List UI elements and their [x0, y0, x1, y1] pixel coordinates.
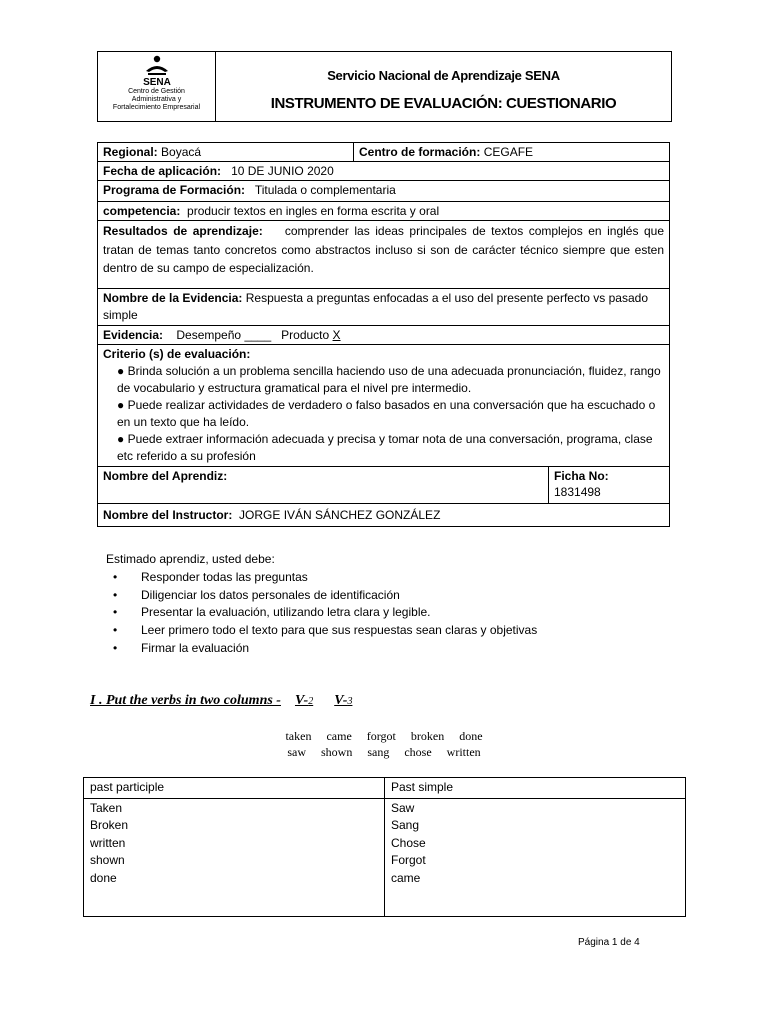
- centro-cell: Centro de formación: CEGAFE: [354, 143, 670, 162]
- table-row: [98, 345, 670, 467]
- page-number: Página 1 de 4: [578, 937, 640, 948]
- col2-header: Past simple: [385, 778, 686, 799]
- list-item: • Firmar la evaluación: [113, 640, 250, 655]
- table-row: [98, 467, 670, 504]
- criterio-cell: Criterio (s) de evaluación: ● Brinda solución a un problema sencilla haciendo uso de una adecuada pronunciación, fluidez, rango de vocabulario y estructura gramatical para el nivel pre intermedio. ● Puede realizar actividades de verdadero o falso basados en una conversación que ha escuchado o en un texto que ha leído. ● Puede extraer información adecuada y precisa y tomar nota de una conversación, programa, clase etc referido a su profesión: [98, 345, 670, 467]
- verbs-table: [83, 777, 686, 917]
- word: saw: [287, 745, 306, 759]
- word-bank-line-1: [0, 729, 768, 744]
- table-row: [98, 504, 670, 527]
- ficha-cell: Ficha No: 1831498: [549, 467, 670, 504]
- table-header-row: [84, 778, 686, 799]
- word: written: [446, 745, 481, 759]
- past-simple-cell: Saw Sang Chose Forgot came: [385, 798, 686, 916]
- list-item: • Responder todas las preguntas: [113, 569, 308, 584]
- info-table: [97, 142, 670, 527]
- word: came: [326, 729, 352, 743]
- word: sang: [367, 745, 390, 759]
- instructions-intro: Estimado aprendiz, usted debe:: [106, 552, 275, 566]
- list-item: • Diligenciar los datos personales de identificación: [113, 587, 400, 602]
- word: done: [459, 729, 483, 743]
- section-heading: I . Put the verbs in two columns - V-2 V-3: [90, 693, 353, 708]
- criterio-item: ● Puede extraer información adecuada y precisa y tomar nota de una conversación, programa, clase etc referido a su profesión: [117, 432, 653, 463]
- resultados-cell: Resultados de aprendizaje: comprender las ideas principales de textos complejos en inglés que tratan de temas tanto concretos como abstractos incluso si son de carácter técnico siempre que esten dentro de su campo de especialización.: [98, 221, 670, 289]
- criterio-item: ● Puede realizar actividades de verdadero o falso basados en una conversación que ha escuchado o en un texto que ha leído.: [117, 398, 656, 429]
- document-header: [97, 51, 672, 122]
- evidencia-nombre-cell: Nombre de la Evidencia: Respuesta a preguntas enfocadas a el uso del presente perfecto vs pasado simple: [98, 289, 670, 326]
- evidencia-cell: Evidencia: Desempeño ____ Producto X: [98, 326, 670, 345]
- logo-text: SENA: [143, 77, 171, 87]
- logo-caption: Centro de Gestión Administrativa y Fortalecimiento Empresarial: [112, 88, 201, 111]
- instructions: [106, 551, 537, 658]
- header-title: Servicio Nacional de Aprendizaje SENA: [327, 68, 560, 83]
- instructor-cell: Nombre del Instructor: JORGE IVÁN SÁNCHEZ GONZÁLEZ: [98, 504, 670, 527]
- table-row: [98, 326, 670, 345]
- instructions-list: [106, 569, 537, 658]
- competencia-cell: competencia: producir textos en ingles en forma escrita y oral: [98, 202, 670, 221]
- fecha-cell: Fecha de aplicación: 10 DE JUNIO 2020: [98, 162, 670, 181]
- table-row: [84, 798, 686, 916]
- word-bank-line-2: [0, 745, 768, 760]
- header-subtitle: INSTRUMENTO DE EVALUACIÓN: CUESTIONARIO: [270, 95, 617, 112]
- word: shown: [321, 745, 353, 759]
- v2-label: V-2: [294, 693, 314, 708]
- table-row: [98, 143, 670, 162]
- logo-cell: [98, 52, 216, 121]
- v3-label: V-3: [334, 693, 353, 708]
- table-row: [98, 202, 670, 221]
- list-item: • Presentar la evaluación, utilizando letra clara y legible.: [113, 605, 431, 620]
- table-row: [98, 162, 670, 181]
- word: chose: [404, 745, 432, 759]
- col1-header: past participle: [84, 778, 385, 799]
- table-row: [98, 181, 670, 202]
- sena-logo-icon: [134, 55, 180, 87]
- word: taken: [285, 729, 312, 743]
- criterio-item: ● Brinda solución a un problema sencilla haciendo uso de una adecuada pronunciación, fluidez, rango de vocabulario y estructura gramatical para el nivel pre intermedio.: [117, 364, 661, 395]
- regional-cell: Regional: Boyacá: [98, 143, 354, 162]
- past-participle-cell: Taken Broken written shown done: [84, 798, 385, 916]
- aprendiz-cell: Nombre del Aprendiz:: [98, 467, 549, 504]
- word: forgot: [366, 729, 396, 743]
- table-row: [98, 221, 670, 289]
- list-item: • Leer primero todo el texto para que sus respuestas sean claras y objetivas: [113, 623, 538, 638]
- table-row: [98, 289, 670, 326]
- programa-cell: Programa de Formación: Titulada o complementaria: [98, 181, 670, 202]
- word: broken: [410, 729, 445, 743]
